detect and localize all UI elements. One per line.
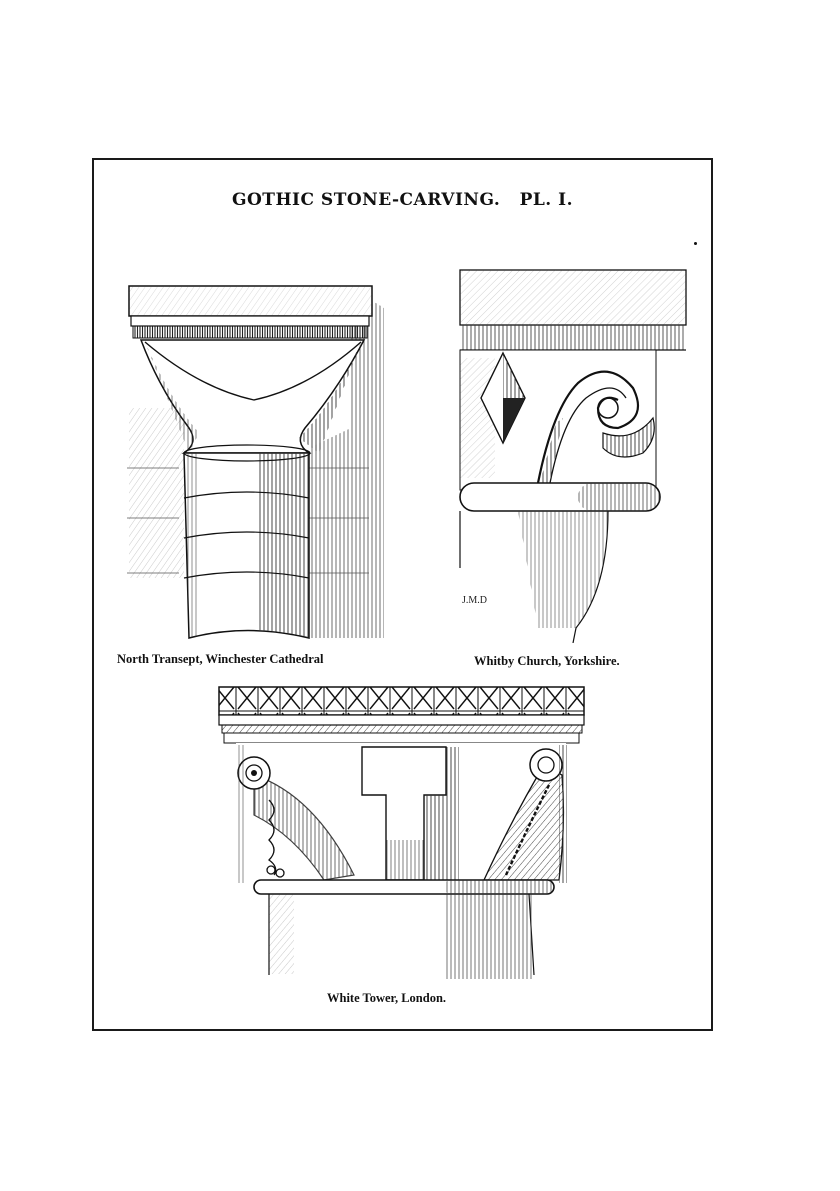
plate-title — [94, 190, 711, 210]
figure-white-tower-capital — [214, 685, 589, 985]
figure-winchester-capital — [119, 228, 384, 648]
whitby-capital-drawing — [458, 268, 688, 643]
plate-title-text: GOTHIC STONE-CARVING. — [231, 190, 501, 210]
winchester-capital-drawing — [119, 228, 384, 648]
figure-whitby-capital — [458, 268, 688, 643]
caption-white-tower: White Tower, London. — [327, 991, 447, 1005]
caption-whitby: Whitby Church, Yorkshire. — [474, 654, 620, 668]
plate-number: PL. I. — [519, 190, 574, 210]
engraver-mark: J.M.D — [462, 595, 488, 606]
white-tower-capital-drawing — [214, 685, 589, 985]
stray-mark — [694, 242, 697, 245]
caption-winchester: North Transept, Winchester Cathedral — [117, 652, 324, 666]
plate-frame — [92, 158, 713, 1031]
